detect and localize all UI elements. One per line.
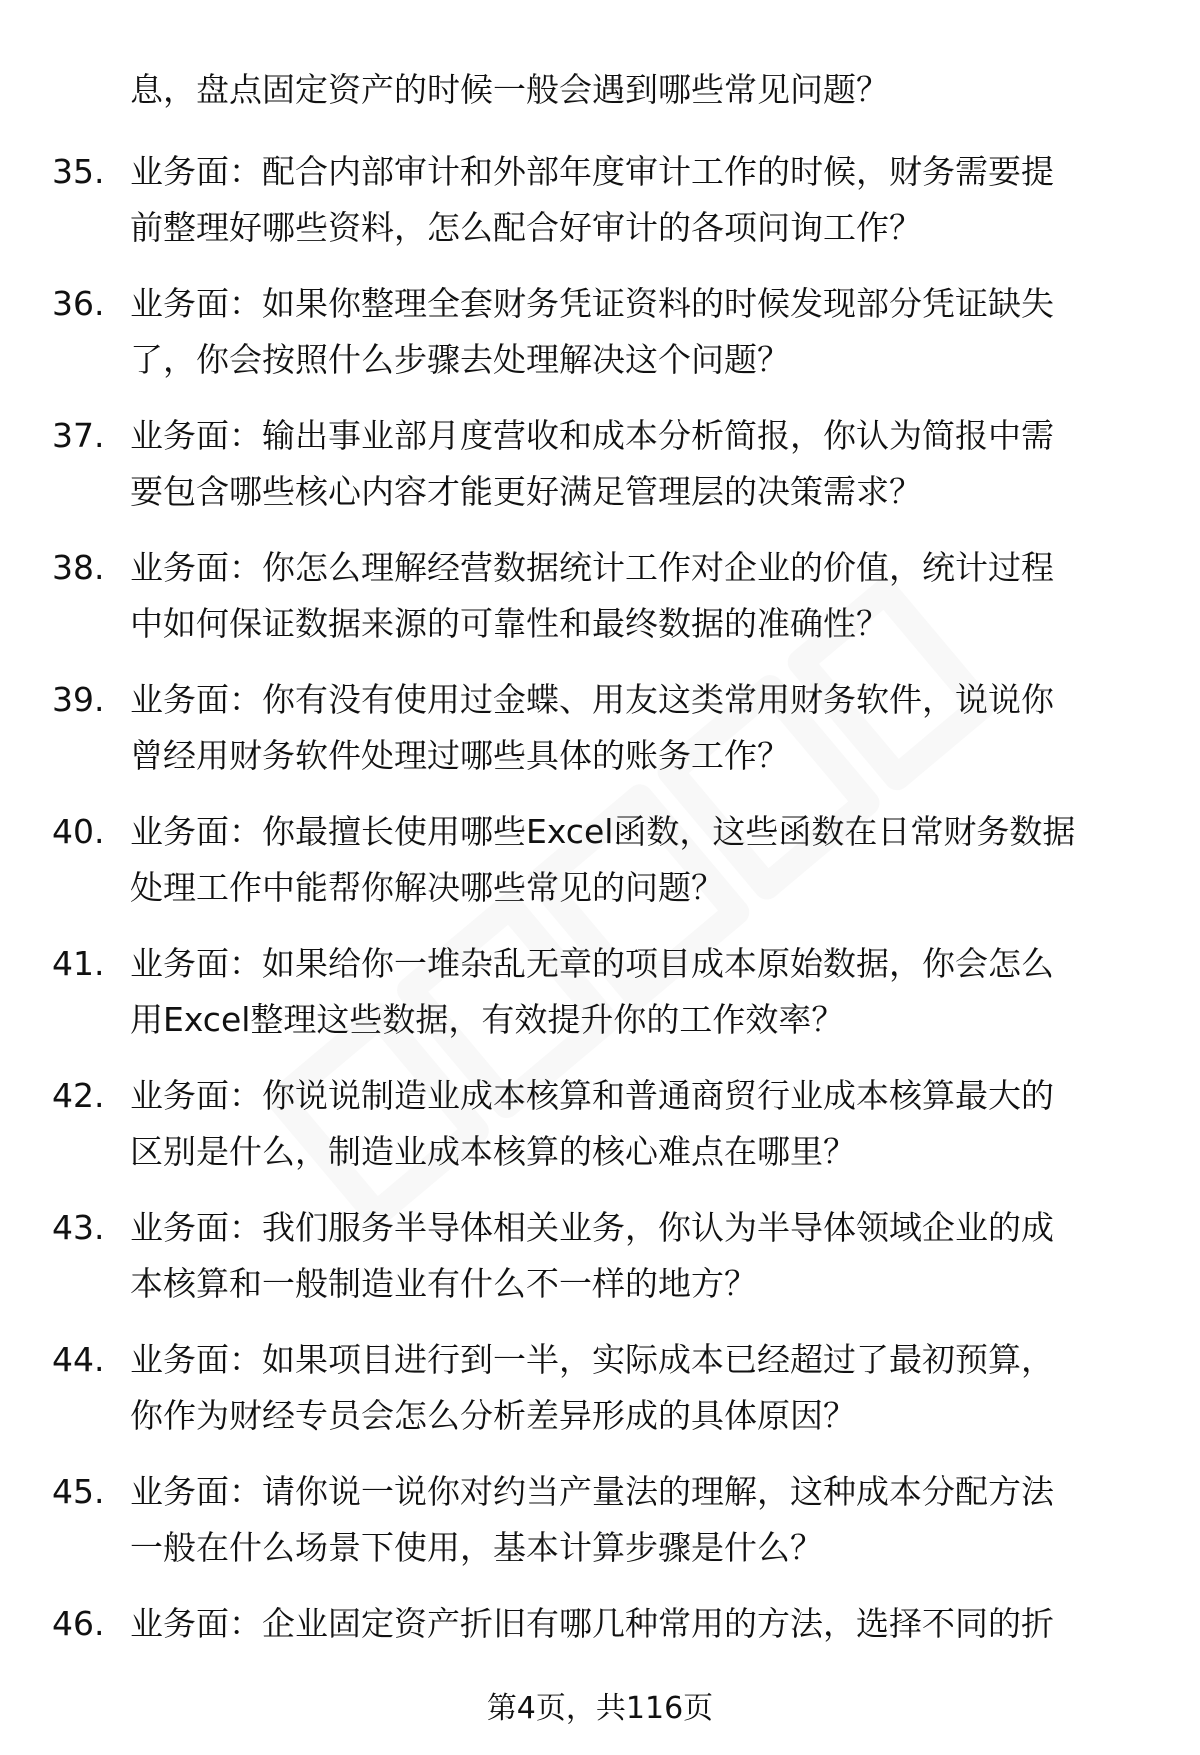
question-text <box>130 672 1170 784</box>
question-number: 46. <box>52 1604 105 1643</box>
question-text <box>130 804 1170 916</box>
question-item <box>0 936 1200 1068</box>
question-number: 37. <box>52 416 105 455</box>
question-number: 39. <box>52 680 105 719</box>
question-text <box>130 1200 1170 1312</box>
question-item <box>0 1068 1200 1200</box>
question-text-line: 一般在什么场景下使用，基本计算步骤是什么？ <box>130 1528 823 1567</box>
question-text-line: 业务面：我们服务半导体相关业务，你认为半导体领域企业的成 <box>130 1208 1054 1247</box>
question-item <box>0 1200 1200 1332</box>
question-text-line: 要包含哪些核心内容才能更好满足管理层的决策需求？ <box>130 472 922 511</box>
question-text-line: 用Excel整理这些数据，有效提升你的工作效率？ <box>130 1000 845 1039</box>
question-number: 35. <box>52 152 105 191</box>
question-text <box>130 1068 1170 1180</box>
question-item <box>0 804 1200 936</box>
question-text <box>130 540 1170 652</box>
question-text-line: 业务面：如果你整理全套财务凭证资料的时候发现部分凭证缺失 <box>130 284 1054 323</box>
question-text-line: 业务面：企业固定资产折旧有哪几种常用的方法，选择不同的折 <box>130 1604 1054 1643</box>
question-number: 40. <box>52 812 105 851</box>
question-text <box>130 1464 1170 1576</box>
question-text-line: 业务面：输出事业部月度营收和成本分析简报，你认为简报中需 <box>130 416 1054 455</box>
question-item <box>0 276 1200 408</box>
continuation-line: 息，盘点固定资产的时候一般会遇到哪些常见问题？ <box>130 70 889 109</box>
question-number: 38. <box>52 548 105 587</box>
question-text-line: 你作为财经专员会怎么分析差异形成的具体原因？ <box>130 1396 856 1435</box>
question-text-line: 前整理好哪些资料，怎么配合好审计的各项问询工作？ <box>130 208 922 247</box>
question-text-line: 本核算和一般制造业有什么不一样的地方？ <box>130 1264 757 1303</box>
question-text-line: 了，你会按照什么步骤去处理解决这个问题？ <box>130 340 790 379</box>
question-list <box>0 144 1200 1728</box>
question-text <box>130 1596 1170 1652</box>
question-number: 43. <box>52 1208 105 1247</box>
question-text <box>130 276 1170 388</box>
question-item <box>0 540 1200 672</box>
question-text <box>130 408 1170 520</box>
question-item <box>0 672 1200 804</box>
question-text <box>130 1332 1170 1444</box>
question-number: 44. <box>52 1340 105 1379</box>
question-text-line: 业务面：配合内部审计和外部年度审计工作的时候，财务需要提 <box>130 152 1054 191</box>
question-text-line: 区别是什么，制造业成本核算的核心难点在哪里？ <box>130 1132 856 1171</box>
question-text-line: 业务面：请你说一说你对约当产量法的理解，这种成本分配方法 <box>130 1472 1054 1511</box>
question-item <box>0 144 1200 276</box>
question-text-line: 业务面：如果给你一堆杂乱无章的项目成本原始数据，你会怎么 <box>130 944 1054 983</box>
question-item <box>0 408 1200 540</box>
question-text-line: 处理工作中能帮你解决哪些常见的问题？ <box>130 868 724 907</box>
question-number: 36. <box>52 284 105 323</box>
page-footer: 第4页，共116页 <box>486 1691 714 1726</box>
question-text <box>130 936 1170 1048</box>
question-text <box>130 144 1170 256</box>
question-text-line: 曾经用财务软件处理过哪些具体的账务工作？ <box>130 736 790 775</box>
question-number: 41. <box>52 944 105 983</box>
question-number: 42. <box>52 1076 105 1115</box>
question-text-line: 业务面：你有没有使用过金蝶、用友这类常用财务软件，说说你 <box>130 680 1054 719</box>
question-text-line: 业务面：如果项目进行到一半，实际成本已经超过了最初预算， <box>130 1340 1054 1379</box>
question-number: 45. <box>52 1472 105 1511</box>
question-item <box>0 1464 1200 1596</box>
question-text-line: 业务面：你最擅长使用哪些Excel函数，这些函数在日常财务数据 <box>130 812 1076 851</box>
question-text-line: 业务面：你怎么理解经营数据统计工作对企业的价值，统计过程 <box>130 548 1054 587</box>
question-text-line: 业务面：你说说制造业成本核算和普通商贸行业成本核算最大的 <box>130 1076 1054 1115</box>
question-text-line: 中如何保证数据来源的可靠性和最终数据的准确性？ <box>130 604 889 643</box>
question-item <box>0 1332 1200 1464</box>
